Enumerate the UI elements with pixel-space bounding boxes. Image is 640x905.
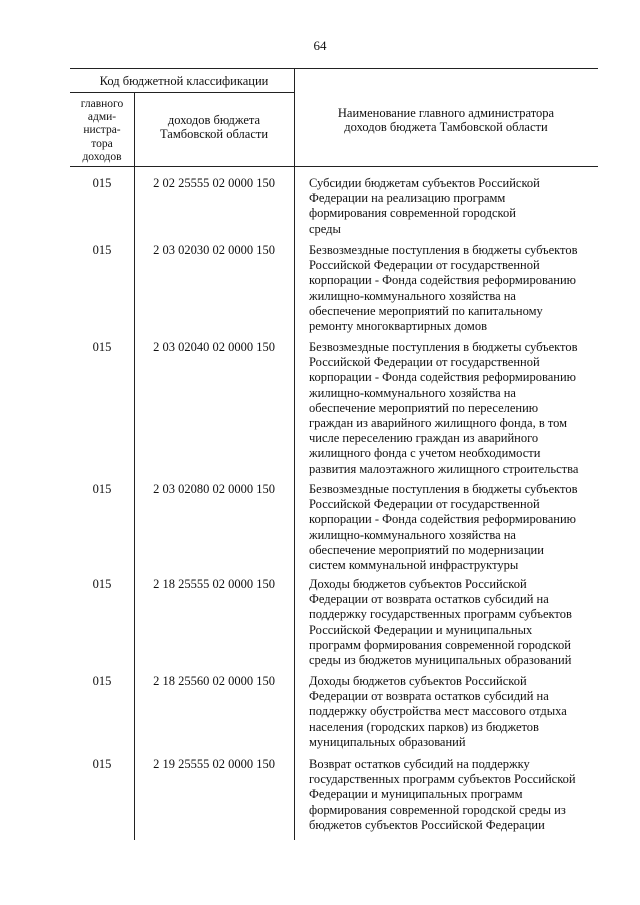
- income-name-cell: [309, 340, 609, 477]
- name-line: муниципальных образований: [309, 734, 466, 749]
- income-code-cell: 2 03 02040 02 0000 150: [153, 340, 275, 354]
- header-income-line: Тамбовской области: [159, 127, 269, 141]
- name-line: населения (городских парков) из бюджетов: [309, 719, 539, 734]
- name-line: Субсидии бюджетам субъектов Российской: [309, 176, 540, 190]
- table-header: [0, 0, 640, 170]
- header-admin-line: адми-: [87, 111, 117, 124]
- name-line: граждан из аварийного жилищного фонда, в том: [309, 416, 568, 431]
- name-line: Российской Федерации и муниципальных: [309, 622, 533, 637]
- name-line: формирования современной городской: [309, 206, 516, 221]
- admin-code-cell: 015: [92, 176, 112, 190]
- header-name-line: доходов бюджета Тамбовской области: [344, 120, 548, 134]
- income-code-cell: 2 02 25555 02 0000 150: [153, 176, 275, 190]
- header-bottom-rule: [70, 166, 598, 167]
- name-line: Доходы бюджетов субъектов Российской: [309, 674, 527, 688]
- admin-code-cell: 015: [92, 482, 112, 496]
- name-line: Российской Федерации от государственной: [309, 497, 540, 512]
- name-line: корпорации - Фонда содействия реформированию: [309, 370, 576, 385]
- body-divider-name: [294, 166, 295, 840]
- income-name-cell: [309, 482, 609, 573]
- header-name-column: [296, 106, 596, 134]
- name-line: Российской Федерации от государственной: [309, 258, 540, 273]
- header-admin-column: [70, 98, 134, 164]
- income-name-cell: [309, 674, 609, 750]
- income-code-cell: 2 19 25555 02 0000 150: [153, 757, 275, 771]
- name-line: среды из бюджетов муниципальных образований: [309, 653, 572, 668]
- name-line: развития малоэтажного жилищного строительства: [309, 461, 579, 476]
- name-line: ремонту многоквартирных домов: [309, 319, 487, 334]
- name-line: жилищно-коммунального хозяйства на: [309, 385, 516, 400]
- income-code-cell: 2 03 02030 02 0000 150: [153, 243, 275, 257]
- name-line: среды: [309, 221, 341, 236]
- header-admin-line: доходов: [82, 150, 122, 163]
- header-divider-name: [294, 68, 295, 166]
- name-line: поддержку обустройства мест массового отдыха: [309, 704, 567, 719]
- admin-code-cell: 015: [92, 340, 112, 354]
- admin-code-cell: 015: [92, 577, 112, 591]
- header-top-rule: [70, 68, 598, 69]
- name-line: систем коммунальной инфраструктуры: [309, 558, 519, 573]
- header-admin-line: тора: [91, 137, 113, 150]
- name-line: Безвозмездные поступления в бюджеты субъектов: [309, 482, 578, 496]
- page-number: 64: [313, 38, 327, 53]
- header-budget-code-label: Код бюджетной классификации: [99, 74, 269, 88]
- name-line: Возврат остатков субсидий на поддержку: [309, 757, 530, 771]
- name-line: обеспечение мероприятий по модернизации: [309, 542, 544, 557]
- name-line: бюджетов субъектов Российской Федерации: [309, 817, 545, 832]
- income-name-cell: [309, 577, 609, 668]
- income-code-cell: 2 18 25555 02 0000 150: [153, 577, 275, 591]
- name-line: Безвозмездные поступления в бюджеты субъектов: [309, 243, 578, 257]
- name-line: Федерации на реализацию программ: [309, 191, 506, 206]
- name-line: обеспечение мероприятий по переселению: [309, 400, 539, 415]
- name-line: Безвозмездные поступления в бюджеты субъектов: [309, 340, 578, 354]
- name-line: поддержку государственных программ субъектов: [309, 607, 572, 622]
- name-line: жилищно-коммунального хозяйства на: [309, 527, 516, 542]
- name-line: числе переселению граждан из аварийного: [309, 431, 539, 446]
- header-group-rule: [70, 92, 294, 93]
- admin-code-cell: 015: [92, 243, 112, 257]
- name-line: формирования современной городской среды из: [309, 802, 566, 817]
- name-line: Федерации от возврата остатков субсидий на: [309, 592, 549, 607]
- name-line: Доходы бюджетов субъектов Российской: [309, 577, 527, 591]
- name-line: государственных программ субъектов Российской: [309, 772, 576, 787]
- header-income-column: [134, 113, 294, 141]
- header-income-line: доходов бюджета: [167, 113, 261, 127]
- header-admin-line: главного: [80, 98, 124, 110]
- name-line: корпорации - Фонда содействия реформированию: [309, 512, 576, 527]
- income-name-cell: [309, 243, 609, 334]
- name-line: Российской Федерации от государственной: [309, 355, 540, 370]
- income-name-cell: [309, 176, 609, 237]
- income-name-cell: [309, 757, 609, 833]
- admin-code-cell: 015: [92, 674, 112, 688]
- name-line: Федерации от возврата остатков субсидий на: [309, 689, 549, 704]
- income-code-cell: 2 03 02080 02 0000 150: [153, 482, 275, 496]
- name-line: Федерации и муниципальных программ: [309, 787, 523, 802]
- admin-code-cell: 015: [92, 757, 112, 771]
- body-divider-admin: [134, 166, 135, 840]
- header-name-line: Наименование главного администратора: [337, 106, 555, 120]
- name-line: программ формирования современной городской: [309, 637, 571, 652]
- income-code-cell: 2 18 25560 02 0000 150: [153, 674, 275, 688]
- name-line: жилищного фонда с учетом необходимости: [309, 446, 541, 461]
- name-line: корпорации - Фонда содействия реформированию: [309, 273, 576, 288]
- name-line: жилищно-коммунального хозяйства на: [309, 288, 516, 303]
- header-admin-line: нистра-: [83, 124, 121, 137]
- name-line: обеспечение мероприятий по капитальному: [309, 303, 543, 318]
